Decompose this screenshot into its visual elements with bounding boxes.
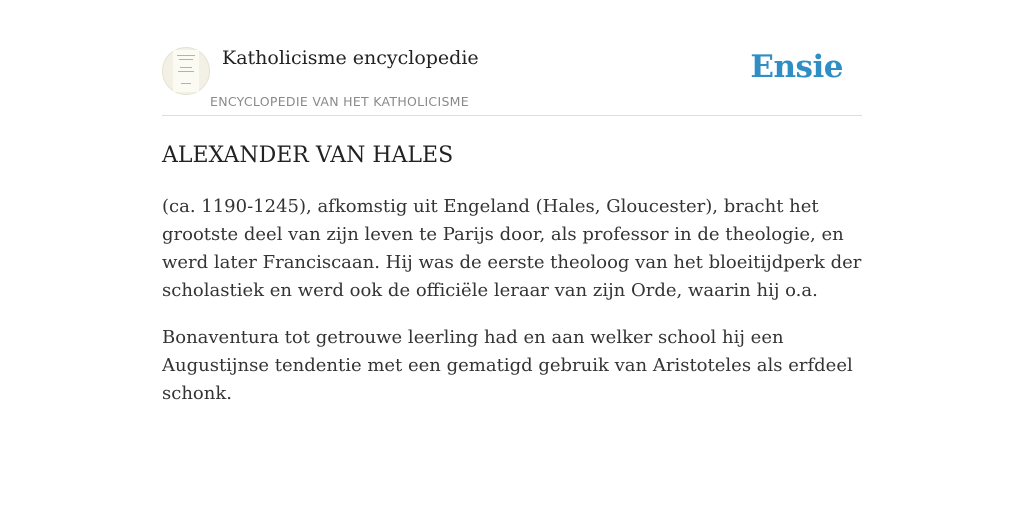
- site-subtitle: ENCYCLOPEDIE VAN HET KATHOLICISME: [210, 94, 469, 109]
- ensie-logo-link[interactable]: Ensie: [750, 49, 843, 85]
- entry-paragraph: (ca. 1190-1245), afkomstig uit Engeland (Hales, Gloucester), bracht het grootste deel van zijn leven te Parijs door, als professor in de theologie, en werd later Franciscaan. Hij was de eerste theoloog van het bloeitijdperk der scholastiek en werd ook de officiële leraar van zijn Orde, waarin hij o.a.: [162, 196, 862, 301]
- site-title[interactable]: Katholicisme encyclopedie: [222, 47, 479, 69]
- site-header: [162, 40, 862, 116]
- entry-paragraph: Bonaventura tot getrouwe leerling had en aan welker school hij een Augustijnse tendentie met een gematigd gebruik van Aristoteles als erfdeel schonk.: [162, 327, 853, 404]
- entry-title: ALEXANDER VAN HALES: [162, 143, 454, 168]
- book-cover-icon[interactable]: [162, 47, 210, 95]
- page-container: [162, 40, 862, 408]
